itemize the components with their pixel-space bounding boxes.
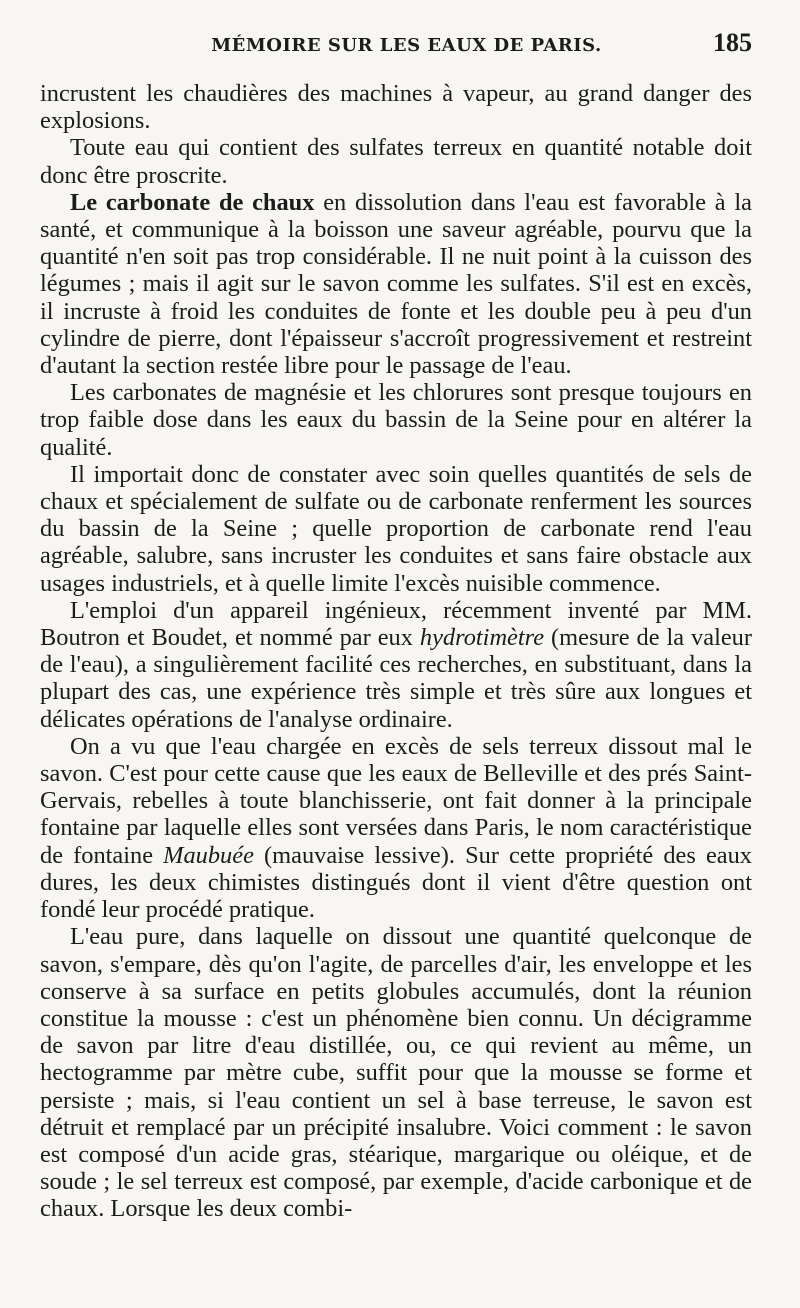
page-number: 185	[713, 28, 752, 57]
paragraph-sulfates	[40, 134, 752, 188]
paragraph-text: On a vu que l'eau chargée en excès de sels terreux dissout mal le savon. C'est pour cette cause que les eaux de Belleville et des prés Saint-Gervais, rebelles à toute blanchisserie, ont fait donner à la principale fontaine par laquelle elles sont versées dans Paris, le nom caractéristique de fontaine	[40, 732, 752, 869]
body-text	[40, 80, 752, 1223]
paragraph-quantities	[40, 461, 752, 597]
italic-term: Maubuée	[163, 841, 254, 869]
paragraph-hydrotimetre	[40, 597, 752, 733]
paragraph-carbonate	[40, 189, 752, 379]
paragraph-mousse	[40, 923, 752, 1222]
bold-lead-term: Le carbonate de chaux	[70, 188, 315, 216]
paragraph-text: incrustent les chaudières des machines à vapeur, au grand danger des explosions.	[40, 80, 752, 135]
paragraph-text: (mauvaise lessive). Sur cette propriété des eaux dures, les deux chimistes distingués dont il vient d'être question ont fondé leur procédé pratique.	[40, 841, 752, 924]
paragraph-text: Les carbonates de magnésie et les chlorures sont presque toujours en trop faible dose dans les eaux du bassin de la Seine pour en altérer la qualité.	[40, 379, 752, 461]
paragraph-text: Il importait donc de constater avec soin quelles quantités de sels de chaux et spécialement de sulfate ou de carbonate renferment les sources du bassin de la Seine ; quelle proportion de carbonate rend l'eau agréable, salubre, sans incruster les conduites et sans faire obstacle aux usages industriels, et à quelle limite l'excès nuisible commence.	[40, 460, 752, 597]
page-header	[40, 28, 752, 64]
paragraph-text: L'eau pure, dans laquelle on dissout une quantité quelconque de savon, s'empare, dès qu'on l'agite, de parcelles d'air, les enveloppe et les conserve à sa surface en petits globules accumulés, dont la réunion constitue la mousse : c'est un phénomène bien connu. Un décigramme de savon par litre d'eau distillée, ou, ce qui revient au même, un hectogramme par mètre cube, suffit pour que la mousse se forme et persiste ; mais, si l'eau contient un sel à base terreuse, le savon est détruit et remplacé par un précipité insalubre. Voici comment : le savon est composé d'un acide gras, stéarique, margarique ou oléique, et de soude ; le sel terreux est composé, par exemple, d'acide carbonique et de chaux. Lorsque les deux combi-	[40, 923, 752, 1223]
paragraph-text: (mesure de la valeur de l'eau), a singulièrement facilité ces recherches, en substituant, dans la plupart des cas, une expérience très simple et très sûre aux longues et délicates opérations de l'analyse ordinaire.	[40, 624, 752, 733]
paragraph-text: Toute eau qui contient des sulfates terreux en quantité notable doit donc être proscrite.	[40, 134, 752, 189]
running-title: MÉMOIRE SUR LES EAUX DE PARIS.	[211, 35, 602, 56]
paragraph-maubuee	[40, 733, 752, 923]
paragraph-magnesia	[40, 379, 752, 461]
italic-term: hydrotimètre	[419, 624, 545, 652]
paragraph-text: L'emploi d'un appareil ingénieux, récemment inventé par MM. Boutron et Boudet, et nommé par eux	[40, 596, 752, 652]
paragraph-continuation	[40, 80, 752, 134]
paragraph-text: en dissolution dans l'eau est favorable à la santé, et communique à la boisson une saveur agréable, pourvu que la quantité n'en soit pas trop considérable. Il ne nuit point à la cuisson des légumes ; mais il agit sur le savon comme les sulfates. S'il est en excès, il incruste à froid les conduites de fonte et les double peu à peu d'un cylindre de pierre, dont l'épaisseur s'accroît progressivement et restreint d'autant la section restée libre pour le passage de l'eau.	[40, 188, 752, 380]
